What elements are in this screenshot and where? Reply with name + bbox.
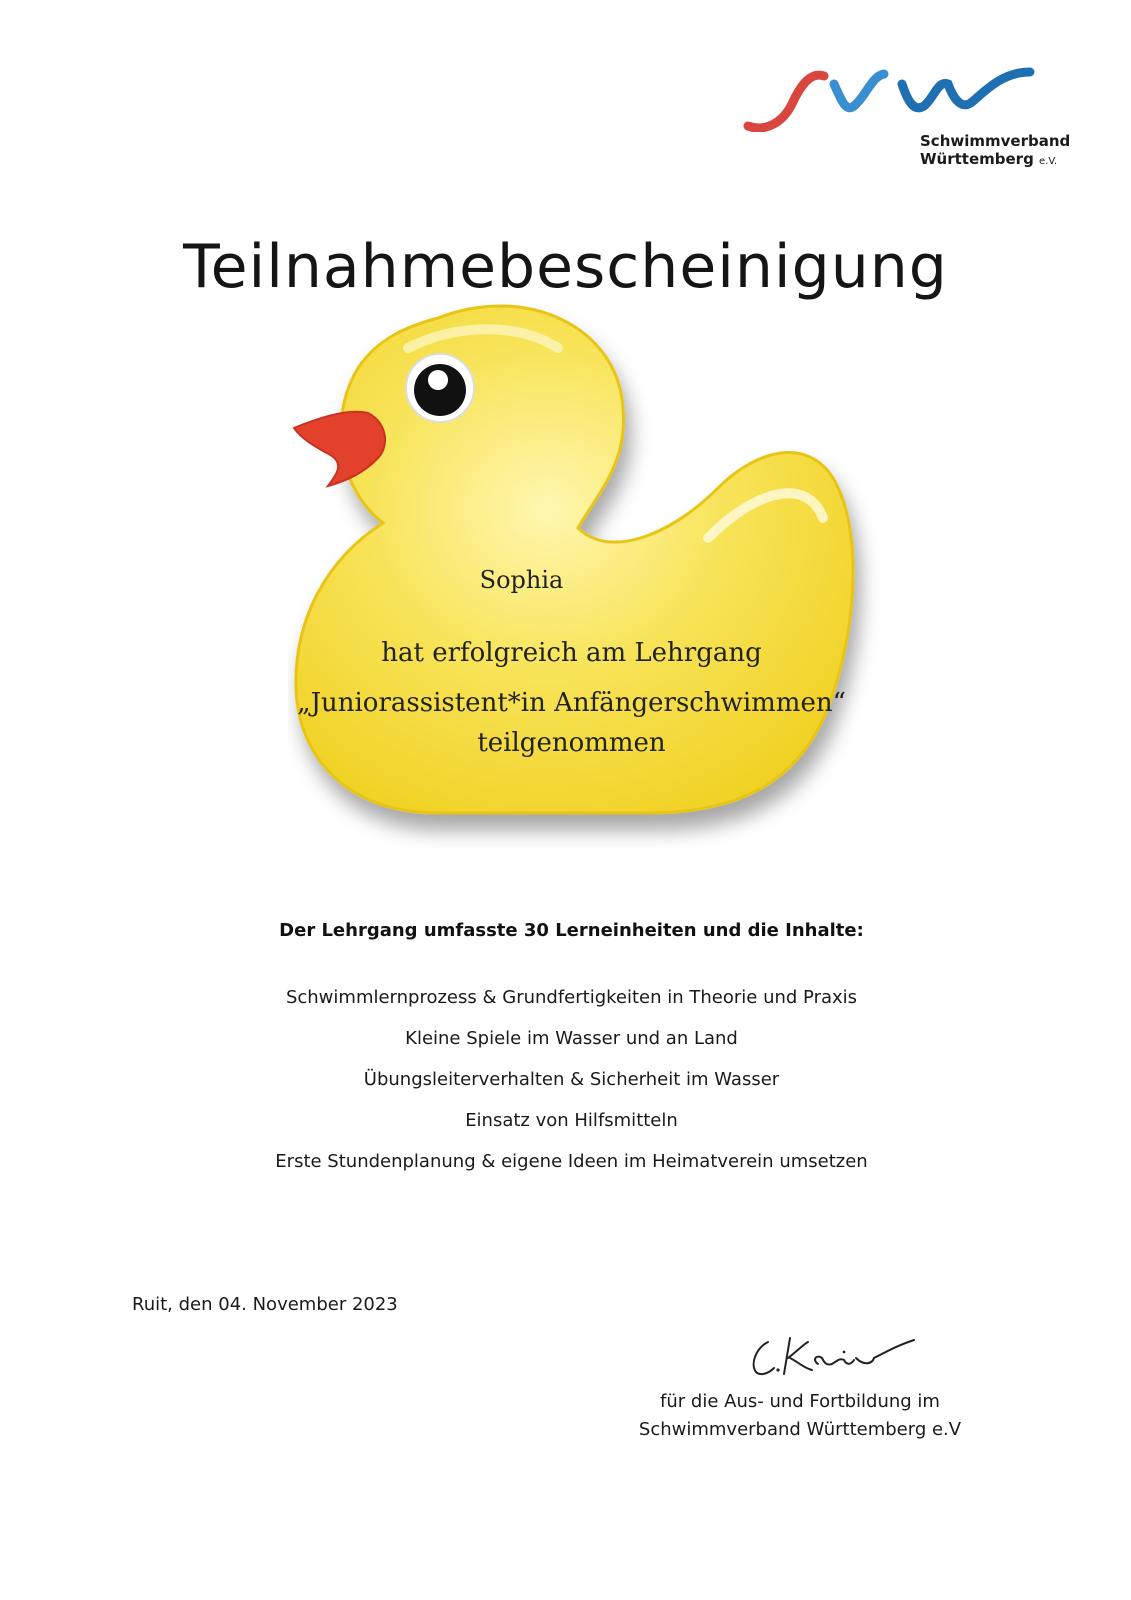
logo-name-line2: Württemberg [920, 150, 1034, 168]
contents-heading: Der Lehrgang umfasste 30 Lerneinheiten und die Inhalte: [279, 920, 864, 941]
certificate-line3: teilgenommen [477, 728, 666, 758]
signature-caption-line1: für die Aus- und Fortbildung im [660, 1391, 940, 1412]
list-item: Kleine Spiele im Wasser und an Land [405, 1028, 738, 1049]
place-date: Ruit, den 04. November 2023 [132, 1294, 398, 1315]
swv-logo [742, 62, 1071, 182]
handwritten-signature-icon [746, 1330, 926, 1380]
list-item: Erste Stundenplanung & eigene Ideen im Heimatverein umsetzen [275, 1151, 868, 1172]
certificate-line1: hat erfolgreich am Lehrgang [381, 638, 762, 668]
contents-list [0, 984, 1131, 1189]
list-item: Schwimmlernprozess & Grundfertigkeiten in Theorie und Praxis [285, 987, 858, 1008]
swim-waves-logo-icon [742, 62, 1052, 132]
list-item: Übungsleiterverhalten & Sicherheit im Wasser [363, 1069, 780, 1090]
participant-name: Sophia [479, 566, 564, 594]
signature-caption-line2: Schwimmverband Württemberg e.V [638, 1419, 962, 1440]
logo-suffix: e.V. [1039, 156, 1058, 167]
list-item: Einsatz von Hilfsmitteln [465, 1110, 678, 1131]
course-name: „Juniorassistent*in Anfängerschwimmen“ [297, 688, 846, 718]
page-title: Teilnahmebescheinigung [183, 232, 948, 302]
logo-name-line1: Schwimmverband [920, 132, 1071, 150]
